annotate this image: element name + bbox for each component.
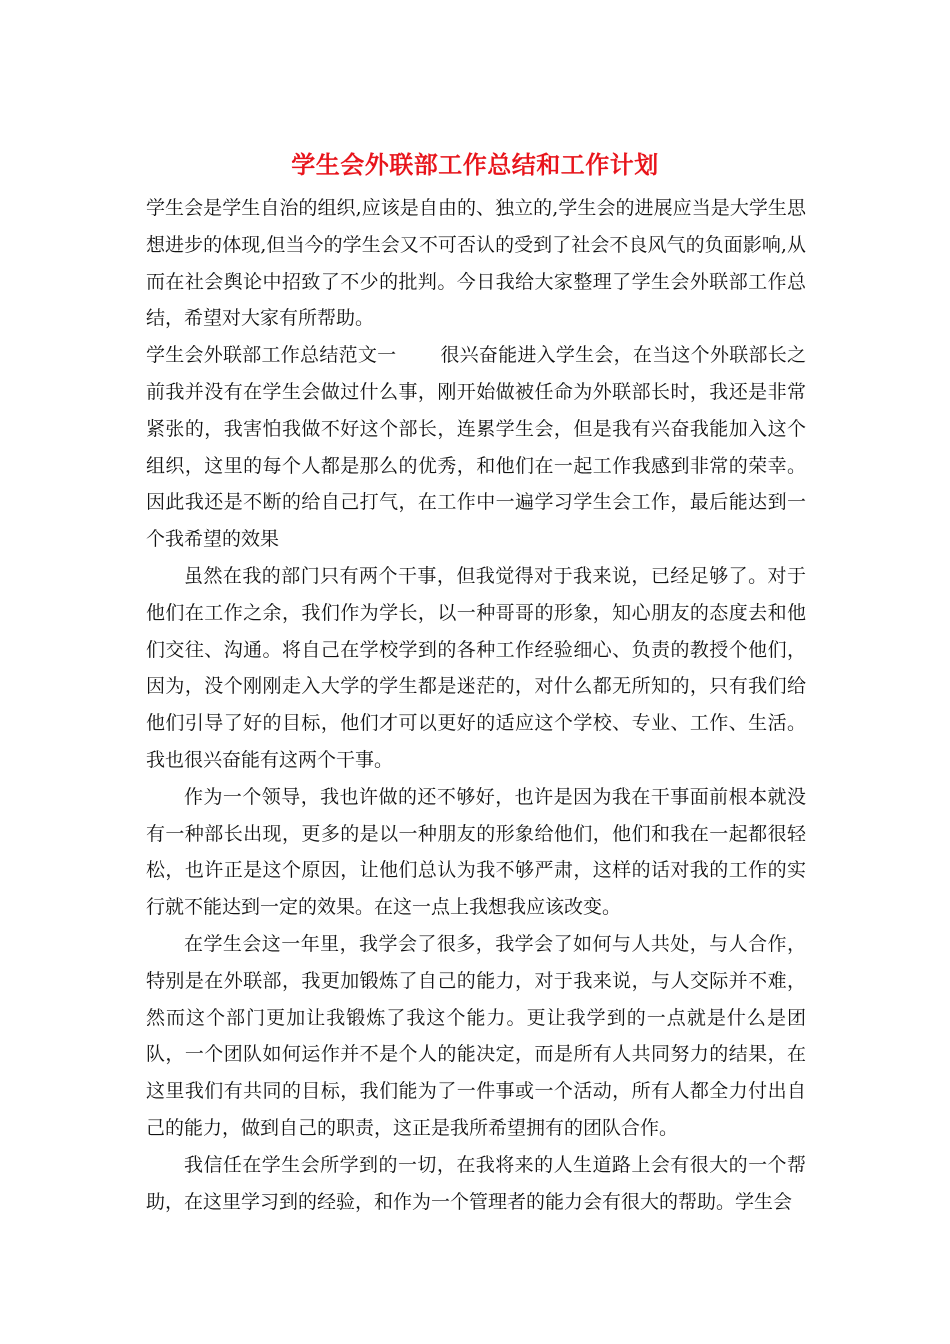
document-body bbox=[146, 190, 806, 1220]
body-paragraph-2: 作为一个领导，我也许做的还不够好，也许是因为我在干事面前根本就没有一种部长出现，更多的是以一种朋友的形象给他们，他们和我在一起都很轻松，也许正是这个原因，让他们总认为我不够严肃，这样的话对我的工作的实行就不能达到一定的效果。在这一点上我想我应该改变。 bbox=[146, 785, 806, 919]
section-paragraph bbox=[146, 337, 806, 558]
body-paragraph-1: 虽然在我的部门只有两个干事，但我觉得对于我来说，已经足够了。对于他们在工作之余，我们作为学长，以一种哥哥的形象，知心朋友的态度去和他们交往、沟通。将自己在学校学到的各种工作经验细心、负责的教授个他们，因为，没个刚刚走入大学的学生都是迷茫的，对什么都无所知的，只有我们给他们引导了好的目标，他们才可以更好的适应这个学校、专业、工作、生活。我也很兴奋能有这两个干事。 bbox=[146, 564, 806, 771]
body-paragraph-3: 在学生会这一年里，我学会了很多，我学会了如何与人共处，与人合作，特别是在外联部，我更加锻炼了自己的能力，对于我来说，与人交际并不难，然而这个部门更加让我锻炼了我这个能力。更让我学到的一点就是什么是团队，一个团队如何运作并不是个人的能决定，而是所有人共同努力的结果，在这里我们有共同的目标，我们能为了一件事或一个活动，所有人都全力付出自己的能力，做到自己的职责，这正是我所希望拥有的团队合作。 bbox=[146, 932, 806, 1139]
body-paragraph-4: 我信任在学生会所学到的一切，在我将来的人生道路上会有很大的一个帮助，在这里学习到的经验，和作为一个管理者的能力会有很大的帮助。学生会 bbox=[146, 1153, 806, 1213]
section-label: 学生会外联部工作总结范文一 bbox=[146, 344, 397, 367]
section-first-text: 很兴奋能进入学生会，在当这个外联部长之前我并没有在学生会做过什么事，刚开始做被任命为外联部长时，我还是非常紧张的，我害怕我做不好这个部长，连累学生会，但是我有兴奋我能加入这个组织，这里的每个人都是那么的优秀，和他们在一起工作我感到非常的荣幸。因此我还是不断的给自己打气，在工作中一遍学习学生会工作，最后能达到一个我希望的效果 bbox=[146, 344, 806, 551]
document-title: 学生会外联部工作总结和工作计划 bbox=[291, 150, 659, 179]
intro-paragraph: 学生会是学生自治的组织,应该是自由的、独立的,学生会的进展应当是大学生思想进步的体现,但当今的学生会又不可否认的受到了社会不良风气的负面影响,从而在社会舆论中招致了不少的批判。今日我给大家整理了学生会外联部工作总结，希望对大家有所帮助。 bbox=[146, 197, 806, 330]
